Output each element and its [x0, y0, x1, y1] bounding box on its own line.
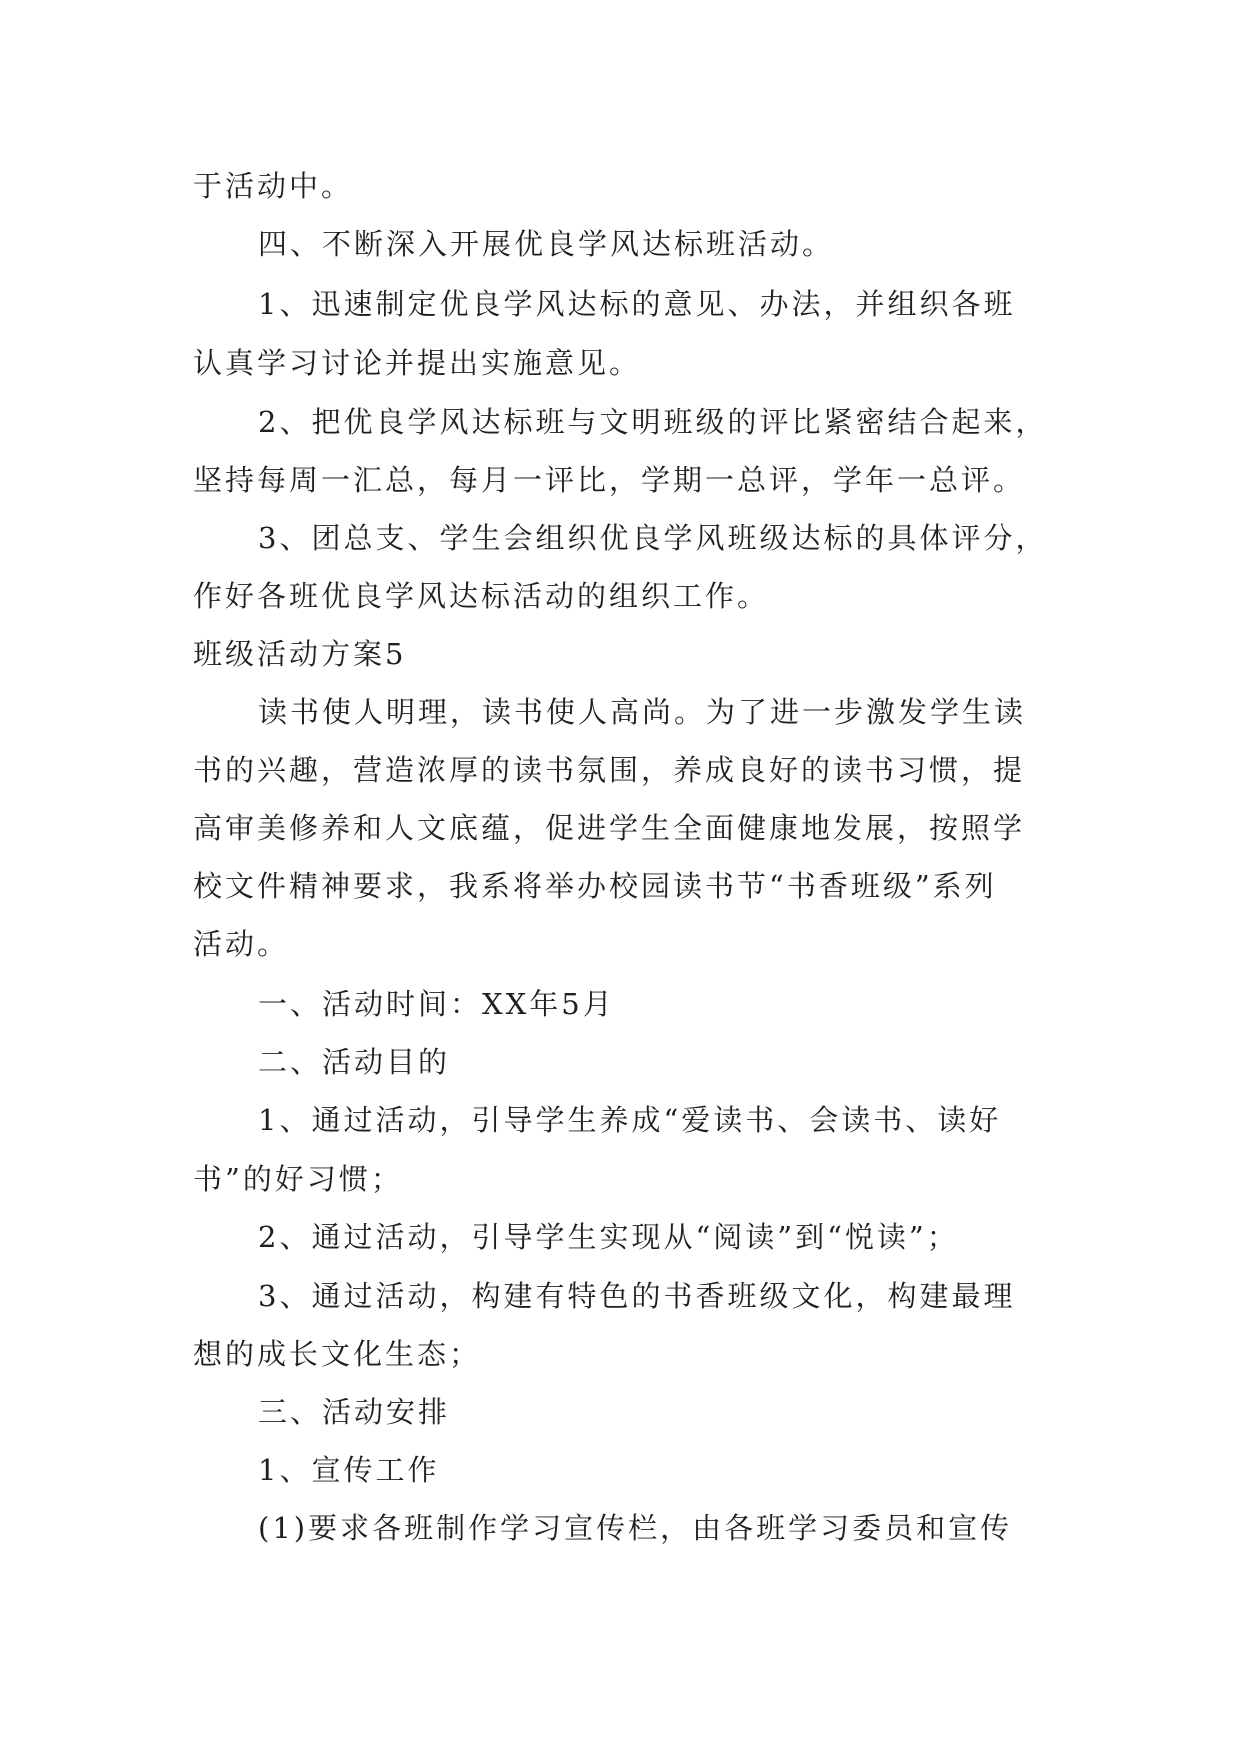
text-line: 1、宣传工作	[258, 1453, 440, 1487]
text-line: 读书使人明理，读书使人高尚。为了进一步激发学生读	[258, 695, 1027, 729]
section-heading: 一、活动时间：XX年5月	[258, 987, 615, 1021]
text-line: 校文件精神要求，我系将举办校园读书节“书香班级”系列	[193, 869, 997, 903]
text-line: 书的兴趣，营造浓厚的读书氛围，养成良好的读书习惯，提	[193, 753, 1026, 787]
text-line: 高审美修养和人文底蕴，促进学生全面健康地发展，按照学	[193, 811, 1026, 845]
text-line: 3、团总支、学生会组织优良学风班级达标的具体评分，	[258, 521, 1048, 555]
section-heading: 二、活动目的	[258, 1045, 451, 1079]
text-line: 1、迅速制定优良学风达标的意见、办法，并组织各班	[258, 287, 1016, 321]
text-line: (1)要求各班制作学习宣传栏，由各班学习委员和宣传	[258, 1511, 1013, 1545]
text-line: 于活动中。	[193, 169, 354, 203]
text-line: 作好各班优良学风达标活动的组织工作。	[193, 579, 770, 613]
text-line: 书”的好习惯；	[193, 1162, 403, 1196]
section-heading: 四、不断深入开展优良学风达标班活动。	[258, 227, 835, 261]
text-line: 2、通过活动，引导学生实现从“阅读”到“悦读”；	[258, 1220, 959, 1254]
section-heading: 三、活动安排	[258, 1395, 451, 1429]
plan-title: 班级活动方案5	[193, 637, 407, 671]
text-line: 活动。	[193, 927, 290, 961]
text-line: 3、通过活动，构建有特色的书香班级文化，构建最理	[258, 1279, 1016, 1313]
text-line: 认真学习讨论并提出实施意见。	[193, 346, 642, 380]
text-line: 想的成长文化生态；	[193, 1337, 482, 1371]
text-line: 2、把优良学风达标班与文明班级的评比紧密结合起来，	[258, 405, 1048, 439]
text-line: 坚持每周一汇总，每月一评比，学期一总评，学年一总评。	[193, 463, 1026, 497]
text-line: 1、通过活动，引导学生养成“爱读书、会读书、读好	[258, 1103, 1002, 1137]
